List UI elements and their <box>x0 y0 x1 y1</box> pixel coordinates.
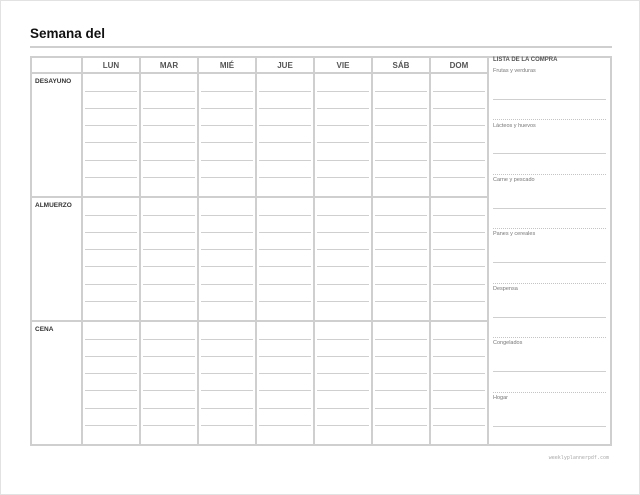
meal-cell[interactable] <box>256 197 314 321</box>
cell-lines <box>85 322 137 444</box>
cell-lines <box>201 198 253 320</box>
meal-row-cena <box>31 321 488 445</box>
write-line <box>201 215 253 216</box>
write-line <box>317 249 369 250</box>
write-line <box>259 108 311 109</box>
write-line <box>433 142 485 143</box>
shopping-write-line[interactable] <box>493 371 606 372</box>
write-line <box>317 339 369 340</box>
shopping-category: Hogar <box>493 395 508 401</box>
cell-lines <box>85 198 137 320</box>
cell-lines <box>375 322 427 444</box>
day-header: MAR <box>140 57 198 73</box>
day-header: SÁB <box>372 57 430 73</box>
cell-lines <box>375 198 427 320</box>
corner-cell <box>31 57 82 73</box>
write-line <box>201 177 253 178</box>
write-line <box>85 390 137 391</box>
write-line <box>259 408 311 409</box>
write-line <box>85 284 137 285</box>
cell-lines <box>259 198 311 320</box>
shopping-write-line[interactable] <box>493 153 606 154</box>
shopping-category: Lácteos y huevos <box>493 123 536 129</box>
write-line <box>259 177 311 178</box>
category-divider <box>493 337 606 338</box>
meal-cell[interactable] <box>372 197 430 321</box>
write-line <box>259 215 311 216</box>
meal-cell[interactable] <box>140 197 198 321</box>
write-line <box>317 266 369 267</box>
write-line <box>317 125 369 126</box>
write-line <box>259 91 311 92</box>
write-line <box>201 373 253 374</box>
write-line <box>433 177 485 178</box>
write-line <box>317 373 369 374</box>
write-line <box>317 215 369 216</box>
cell-lines <box>259 74 311 196</box>
write-line <box>375 142 427 143</box>
write-line <box>433 160 485 161</box>
meal-label: ALMUERZO <box>31 197 82 321</box>
write-line <box>85 301 137 302</box>
write-line <box>85 232 137 233</box>
write-line <box>259 249 311 250</box>
write-line <box>143 108 195 109</box>
meal-row-desayuno <box>31 73 488 197</box>
write-line <box>433 301 485 302</box>
write-line <box>375 356 427 357</box>
shopping-write-line[interactable] <box>493 317 606 318</box>
write-line <box>143 91 195 92</box>
write-line <box>317 160 369 161</box>
write-line <box>85 142 137 143</box>
cell-lines <box>143 322 195 444</box>
write-line <box>85 373 137 374</box>
category-divider <box>493 228 606 229</box>
category-divider <box>493 174 606 175</box>
write-line <box>317 301 369 302</box>
meal-grid <box>30 56 489 446</box>
write-line <box>259 125 311 126</box>
write-line <box>143 301 195 302</box>
write-line <box>433 232 485 233</box>
write-line <box>201 356 253 357</box>
write-line <box>317 232 369 233</box>
write-line <box>85 408 137 409</box>
write-line <box>317 91 369 92</box>
write-line <box>85 215 137 216</box>
write-line <box>433 373 485 374</box>
meal-cell[interactable] <box>82 197 140 321</box>
write-line <box>433 356 485 357</box>
write-line <box>317 408 369 409</box>
day-header: JUE <box>256 57 314 73</box>
write-line <box>317 390 369 391</box>
write-line <box>375 125 427 126</box>
meal-cell[interactable] <box>430 321 488 445</box>
write-line <box>201 249 253 250</box>
write-line <box>201 232 253 233</box>
cell-lines <box>259 322 311 444</box>
meal-cell[interactable] <box>256 321 314 445</box>
write-line <box>143 160 195 161</box>
meal-cell[interactable] <box>198 73 256 197</box>
write-line <box>259 232 311 233</box>
write-line <box>143 215 195 216</box>
write-line <box>375 425 427 426</box>
write-line <box>143 284 195 285</box>
shopping-write-line[interactable] <box>493 208 606 209</box>
write-line <box>85 91 137 92</box>
write-line <box>259 339 311 340</box>
footer-url: weeklyplannerpdf.com <box>548 455 609 461</box>
write-line <box>375 408 427 409</box>
shopping-category: Carne y pescado <box>493 177 535 183</box>
shopping-category: Frutas y verduras <box>493 68 536 74</box>
write-line <box>85 425 137 426</box>
write-line <box>317 425 369 426</box>
cell-lines <box>317 74 369 196</box>
write-line <box>375 108 427 109</box>
day-header: VIE <box>314 57 372 73</box>
cell-lines <box>433 198 485 320</box>
write-line <box>201 301 253 302</box>
meal-cell[interactable] <box>314 73 372 197</box>
write-line <box>143 142 195 143</box>
day-header: DOM <box>430 57 488 73</box>
shopping-write-line[interactable] <box>493 262 606 263</box>
write-line <box>85 160 137 161</box>
write-line <box>433 425 485 426</box>
write-line <box>375 373 427 374</box>
write-line <box>433 125 485 126</box>
write-line <box>143 339 195 340</box>
write-line <box>317 284 369 285</box>
cell-lines <box>201 74 253 196</box>
shopping-category: Despensa <box>493 286 518 292</box>
shopping-category: Panes y cereales <box>493 231 536 237</box>
day-header-row <box>31 57 488 73</box>
meal-cell[interactable] <box>198 321 256 445</box>
category-divider <box>493 119 606 120</box>
write-line <box>143 390 195 391</box>
write-line <box>143 249 195 250</box>
write-line <box>201 91 253 92</box>
write-line <box>317 356 369 357</box>
shopping-write-line[interactable] <box>493 426 606 427</box>
write-line <box>375 339 427 340</box>
day-header: LUN <box>82 57 140 73</box>
write-line <box>143 408 195 409</box>
shopping-list-heading: LISTA DE LA COMPRA <box>493 57 558 63</box>
write-line <box>201 160 253 161</box>
write-line <box>375 249 427 250</box>
cell-lines <box>433 322 485 444</box>
write-line <box>433 390 485 391</box>
write-line <box>433 91 485 92</box>
write-line <box>375 266 427 267</box>
write-line <box>375 160 427 161</box>
write-line <box>259 356 311 357</box>
meal-row-almuerzo <box>31 197 488 321</box>
write-line <box>201 408 253 409</box>
write-line <box>375 91 427 92</box>
write-line <box>433 266 485 267</box>
write-line <box>85 177 137 178</box>
write-line <box>85 125 137 126</box>
write-line <box>433 108 485 109</box>
shopping-list <box>487 56 612 446</box>
meal-cell[interactable] <box>430 197 488 321</box>
meal-cell[interactable] <box>140 73 198 197</box>
write-line <box>143 373 195 374</box>
write-line <box>259 266 311 267</box>
title-divider <box>30 46 612 48</box>
cell-lines <box>375 74 427 196</box>
write-line <box>201 339 253 340</box>
cell-lines <box>433 74 485 196</box>
write-line <box>375 301 427 302</box>
cell-lines <box>143 74 195 196</box>
category-divider <box>493 283 606 284</box>
meal-cell[interactable] <box>372 321 430 445</box>
write-line <box>259 425 311 426</box>
write-line <box>433 215 485 216</box>
meal-cell[interactable] <box>372 73 430 197</box>
cell-lines <box>317 198 369 320</box>
write-line <box>85 356 137 357</box>
write-line <box>201 125 253 126</box>
meal-cell[interactable] <box>314 197 372 321</box>
shopping-category: Congelados <box>493 340 523 346</box>
write-line <box>143 232 195 233</box>
meal-cell[interactable] <box>198 197 256 321</box>
write-line <box>201 284 253 285</box>
write-line <box>143 125 195 126</box>
write-line <box>85 339 137 340</box>
cell-lines <box>201 322 253 444</box>
write-line <box>317 142 369 143</box>
write-line <box>143 177 195 178</box>
meal-cell[interactable] <box>140 321 198 445</box>
write-line <box>143 425 195 426</box>
write-line <box>433 284 485 285</box>
write-line <box>375 390 427 391</box>
write-line <box>201 266 253 267</box>
meal-label: CENA <box>31 321 82 445</box>
category-divider <box>493 392 606 393</box>
write-line <box>201 425 253 426</box>
meal-cell[interactable] <box>82 321 140 445</box>
write-line <box>317 108 369 109</box>
cell-lines <box>143 198 195 320</box>
write-line <box>201 108 253 109</box>
shopping-write-line[interactable] <box>493 99 606 100</box>
write-line <box>201 142 253 143</box>
write-line <box>143 266 195 267</box>
meal-cell[interactable] <box>314 321 372 445</box>
write-line <box>259 160 311 161</box>
page-title: Semana del <box>30 26 106 41</box>
meal-cell[interactable] <box>256 73 314 197</box>
write-line <box>433 408 485 409</box>
cell-lines <box>85 74 137 196</box>
write-line <box>375 177 427 178</box>
write-line <box>433 249 485 250</box>
day-header: MIÉ <box>198 57 256 73</box>
meal-cell[interactable] <box>82 73 140 197</box>
write-line <box>375 215 427 216</box>
write-line <box>259 142 311 143</box>
write-line <box>259 373 311 374</box>
write-line <box>433 339 485 340</box>
write-line <box>259 301 311 302</box>
write-line <box>375 232 427 233</box>
write-line <box>259 390 311 391</box>
cell-lines <box>317 322 369 444</box>
meal-label: DESAYUNO <box>31 73 82 197</box>
write-line <box>143 356 195 357</box>
write-line <box>317 177 369 178</box>
write-line <box>85 266 137 267</box>
write-line <box>201 390 253 391</box>
meal-cell[interactable] <box>430 73 488 197</box>
write-line <box>85 249 137 250</box>
write-line <box>259 284 311 285</box>
write-line <box>375 284 427 285</box>
write-line <box>85 108 137 109</box>
